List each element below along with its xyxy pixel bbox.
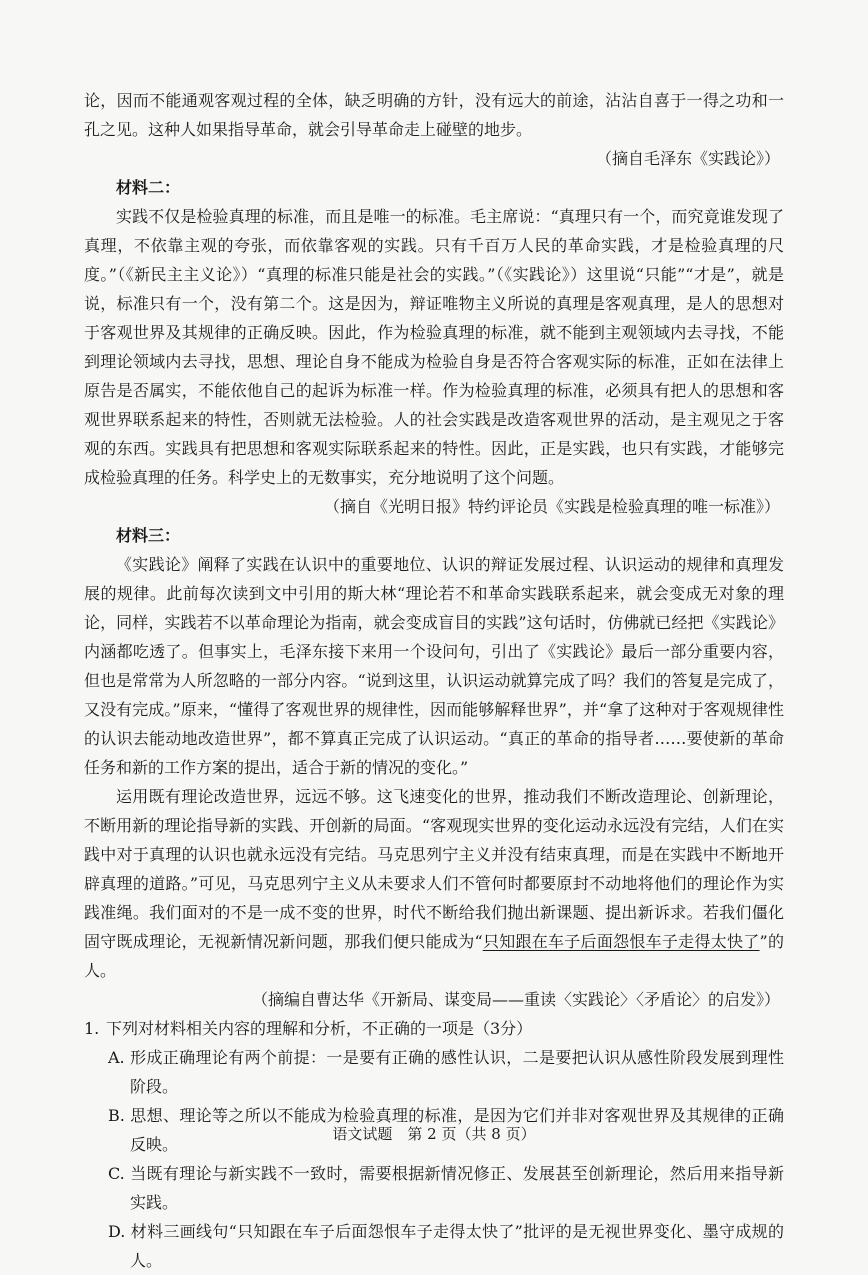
source-citation-2: （摘自《光明日报》特约评论员《实践是检验真理的唯一标准》）	[323, 497, 780, 516]
material-2-heading: 材料二：	[116, 178, 181, 197]
material-3-paragraph-1: 《实践论》阐释了实践在认识中的重要地位、认识的辩证发展过程、认识运动的规律和真理发展的规律。此前每次读到文中引用的斯大林“理论若不和革命实践联系起来，就会变成无对象的理论，同样，实践若不以革命理论为指南，就会变成盲目的实践”这句话时，仿佛就已经把《实践论》内涵都吃透了。但事实上，毛泽东接下来用一个设问句，引出了《实践论》最后一部分重要内容，但也是常常为人所忽略的一部分内容。“说到这里，认识运动就算完成了吗？我们的答复是完成了，又没有完成。”原来，“懂得了客观世界的规律性，因而能够解释世界”，并“拿了这种对于客观规律性的认识去能动地改造世界”，都不算真正完成了认识运动。“真正的革命的指导者……要使新的革命任务和新的工作方案的提出，适合于新的情况的变化。”	[84, 555, 784, 777]
material-3-paragraph-2	[84, 782, 784, 985]
option-c: C. 当既有理论与新实践不一致时，需要根据新情况修正、发展甚至创新理论，然后用来指导新实践。	[108, 1164, 784, 1212]
option-d: D. 材料三画线句“只知跟在车子后面怨恨车子走得太快了”批评的是无视世界变化、墨守成规的人。	[108, 1222, 784, 1270]
page-footer: 语文试题 第 2 页（共 8 页）	[332, 1125, 536, 1143]
paragraph-2-text-after: ”的人。	[84, 932, 784, 980]
question-text: 下列对材料相关内容的理解和分析，不正确的一项是（3分）	[106, 1019, 533, 1038]
option-b: B. 思想、理论等之所以不能成为检验真理的标准，是因为它们并非对客观世界及其规律的正确反映。	[108, 1106, 784, 1154]
intro-paragraph-tail: 论，因而不能通观客观过程的全体，缺乏明确的方针，没有远大的前途，沾沾自喜于一得之功和一孔之见。这种人如果指导革命，就会引导革命走上碰壁的地步。	[84, 91, 784, 139]
underlined-sentence: 只知跟在车子后面怨恨车子走得太快了	[482, 932, 760, 951]
material-3-heading: 材料三：	[116, 526, 181, 545]
option-a: A. 形成正确理论有两个前提：一是要有正确的感性认识，二是要把认识从感性阶段发展到理性阶段。	[108, 1048, 784, 1096]
material-2-paragraph: 实践不仅是检验真理的标准，而且是唯一的标准。毛主席说：“真理只有一个，而究竟谁发现了真理，不依靠主观的夸张，而依靠客观的实践。只有千百万人民的革命实践，才是检验真理的尺度。”（《新民主主义论》）“真理的标准只能是社会的实践。”（《实践论》）这里说“只能”“才是”，就是说，标准只有一个，没有第二个。这是因为，辩证唯物主义所说的真理是客观真理，是人的思想对于客观世界及其规律的正确反映。因此，作为检验真理的标准，就不能到主观领域内去寻找，不能到理论领域内去寻找，思想、理论自身不能成为检验自身是否符合客观实际的标准，正如在法律上原告是否属实，不能依他自己的起诉为标准一样。作为检验真理的标准，必须具有把人的思想和客观世界联系起来的特性，否则就无法检验。人的社会实践是改造客观世界的活动，是主观见之于客观的东西。实践具有把思想和客观实际联系起来的特性。因此，正是实践，也只有实践，才能够完成检验真理的任务。科学史上的无数事实，充分地说明了这个问题。	[84, 207, 784, 487]
source-citation-3: （摘编自曹达华《开新局、谋变局——重读〈实践论〉〈矛盾论〉的启发》）	[251, 990, 780, 1009]
question-number: 1.	[84, 1019, 100, 1038]
question-1-stem	[84, 1014, 784, 1043]
paragraph-2-text-before: 运用既有理论改造世界，远远不够。这飞速变化的世界，推动我们不断改造理论、创新理论，不断用新的理论指导新的实践、开创新的局面。“客观现实世界的变化运动永远没有完结，人们在实践中对于真理的认识也就永远没有完结。马克思列宁主义并没有结束真理，而是在实践中不断地开辟真理的道路。”可见，马克思列宁主义从未要求人们不管何时都要原封不动地将他们的理论作为实践准绳。我们面对的不是一成不变的世界，时代不断给我们抛出新课题、提出新诉求。若我们僵化固守既成理论，无视新情况新问题，那我们便只能成为“	[84, 787, 784, 951]
source-citation-1: （摘自毛泽东《实践论》）	[595, 149, 780, 168]
